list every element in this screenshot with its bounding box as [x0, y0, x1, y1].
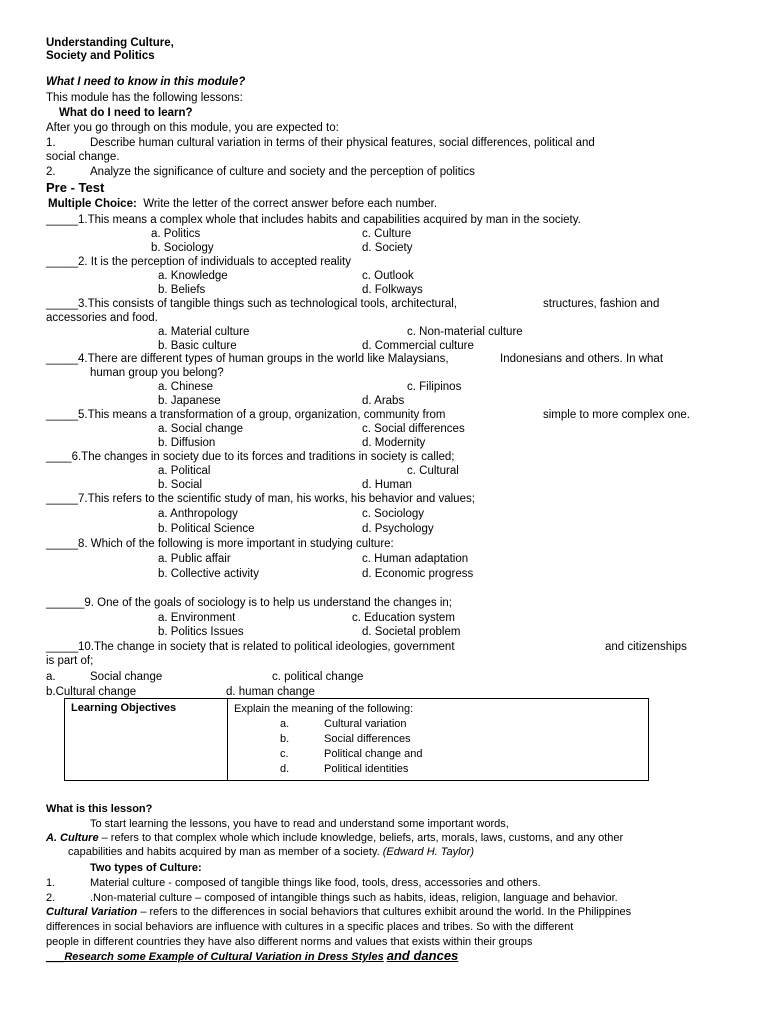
objective-item	[234, 747, 642, 762]
culture-cont: capabilities and habits acquired by man as member of a society.	[68, 846, 380, 858]
type-1-text: Material culture - composed of tangible things like food, tools, dress, accessories and others.	[90, 877, 541, 889]
q10-choice-c: c. political change	[272, 671, 364, 683]
objectives-intro: Explain the meaning of the following:	[234, 703, 414, 715]
learning-objectives-content-cell	[228, 699, 649, 781]
cultural-variation-term: Cultural Variation	[46, 906, 138, 918]
cultural-variation-cont2: people in different countries they have also different norms and values that exists within their groups	[46, 936, 533, 948]
mc-label: Multiple Choice:	[48, 198, 137, 210]
learning-objectives-table	[64, 698, 649, 781]
culture-definition	[46, 831, 623, 845]
q2-choice-b: b. Beliefs	[158, 284, 206, 296]
question-5-stem-right: simple to more complex one.	[543, 409, 691, 421]
question-10-stem: _____10.The change in society that is related to political ideologies, government	[46, 641, 455, 653]
question-5-stem: _____5.This means a transformation of a group, organization, community from	[46, 409, 446, 421]
question-10-stem-right: and citizenships	[605, 641, 687, 653]
lesson-heading: What is this lesson?	[46, 803, 153, 815]
question-8-stem: _____8. Which of the following is more important in studying culture:	[46, 538, 394, 550]
q2-choice-c: c. Outlook	[362, 270, 414, 282]
q10-choice-a-num: a.	[46, 671, 56, 683]
q9-choice-a: a. Environment	[158, 612, 236, 624]
learning-objectives-label: Learning Objectives	[71, 702, 177, 714]
expected-line: After you go through on this module, you are expected to:	[46, 122, 339, 134]
question-4-stem-right: Indonesians and others. In what	[500, 353, 664, 365]
q3-choice-a: a. Material culture	[158, 326, 250, 338]
pretest-heading: Pre - Test	[46, 180, 105, 195]
q5-choice-a: a. Social change	[158, 423, 244, 435]
lessons-line: This module has the following lessons:	[46, 92, 243, 104]
cultural-variation-def: – refers to the differences in social behaviors that cultures exhibit around the world. In the Philippines	[137, 906, 632, 918]
culture-definition-cont	[68, 845, 474, 859]
q10-choice-b: b.Cultural change	[46, 686, 137, 698]
q4-choice-b: b. Japanese	[158, 395, 221, 407]
objective-item-num: d.	[280, 763, 290, 775]
q5-choice-c: c. Social differences	[362, 423, 465, 435]
q6-choice-a: a. Political	[158, 465, 211, 477]
objective-item	[234, 717, 642, 732]
cultural-variation-cont1: differences in social behaviors are influence with cultures in a specific places and tribes. So with the different	[46, 921, 574, 933]
objective-1-text: Describe human cultural variation in terms of their physical features, social differences, political and	[90, 137, 595, 149]
question-7-stem: _____7.This refers to the scientific study of man, his works, his behavior and values;	[46, 493, 475, 505]
question-9-stem: ______9. One of the goals of sociology is to help us understand the changes in;	[46, 597, 452, 609]
q8-choice-c: c. Human adaptation	[362, 553, 469, 565]
q5-choice-d: d. Modernity	[362, 437, 426, 449]
type-1-num: 1.	[46, 877, 56, 889]
objective-item-text: Social differences	[324, 733, 411, 745]
q1-choice-c: c. Culture	[362, 228, 412, 240]
q2-choice-d: d. Folkways	[362, 284, 423, 296]
question-4-stem: _____4.There are different types of human groups in the world like Malaysians,	[46, 353, 449, 365]
question-10-stem-cont: is part of;	[46, 655, 94, 667]
q1-choice-d: d. Society	[362, 242, 413, 254]
type-2-num: 2.	[46, 892, 56, 904]
q3-choice-c: c. Non-material culture	[407, 326, 523, 338]
q5-choice-b: b. Diffusion	[158, 437, 216, 449]
q6-choice-d: d. Human	[362, 479, 412, 491]
q3-choice-b: b. Basic culture	[158, 340, 237, 352]
mc-instruction: Write the letter of the correct answer before each number.	[143, 198, 438, 210]
objective-item	[234, 732, 642, 747]
objective-item-text: Political change and	[324, 748, 423, 760]
q4-choice-a: a. Chinese	[158, 381, 213, 393]
q6-choice-c: c. Cultural	[407, 465, 459, 477]
lesson-start: To start learning the lessons, you have to read and understand some important words,	[90, 818, 509, 830]
q2-choice-a: a. Knowledge	[158, 270, 228, 282]
q6-choice-b: b. Social	[158, 479, 203, 491]
objective-2-number: 2.	[46, 166, 56, 178]
need-to-learn-heading: What do I need to learn?	[59, 107, 193, 119]
q8-choice-b: b. Collective activity	[158, 568, 259, 580]
research-prefix: ___	[46, 951, 65, 963]
module-title-line2: Society and Politics	[46, 50, 155, 62]
research-text: Research some Example of Cultural Variation in Dress Styles	[64, 951, 384, 963]
objective-item	[234, 762, 642, 777]
research-end: and dances	[386, 948, 459, 963]
q10-choice-a: Social change	[90, 671, 163, 683]
objective-item-num: b.	[280, 733, 290, 745]
q7-choice-a: a. Anthropology	[158, 508, 238, 520]
q4-choice-d: d. Arabs	[362, 395, 405, 407]
question-4-stem-cont: human group you belong?	[90, 367, 224, 379]
question-3-stem-right: structures, fashion and	[543, 298, 660, 310]
q8-choice-a: a. Public affair	[158, 553, 231, 565]
q4-choice-c: c. Filipinos	[407, 381, 462, 393]
objective-item-text: Political identities	[324, 763, 409, 775]
culture-citation: (Edward H. Taylor)	[382, 846, 474, 858]
cultural-variation-definition	[46, 905, 631, 919]
q3-choice-d: d. Commercial culture	[362, 340, 474, 352]
q9-choice-d: d. Societal problem	[362, 626, 461, 638]
research-task	[46, 949, 458, 964]
type-2-text: .Non-material culture – composed of intangible things such as habits, ideas, religion, language and behavior.	[90, 892, 618, 904]
question-6-stem: ____6.The changes in society due to its forces and traditions in society is called;	[46, 451, 455, 463]
q9-choice-b: b. Politics Issues	[158, 626, 244, 638]
q1-choice-a: a. Politics	[151, 228, 201, 240]
culture-def: – refers to that complex whole which include knowledge, beliefs, arts, morals, laws, customs, and any other	[98, 832, 624, 844]
q7-choice-d: d. Psychology	[362, 523, 434, 535]
q7-choice-c: c. Sociology	[362, 508, 425, 520]
question-3-stem-cont: accessories and food.	[46, 312, 158, 324]
culture-term: A. Culture	[46, 832, 99, 844]
need-to-know-heading: What I need to know in this module?	[46, 76, 246, 88]
q8-choice-d: d. Economic progress	[362, 568, 474, 580]
learning-objectives-label-cell	[65, 699, 228, 781]
question-1-stem: _____1.This means a complex whole that includes habits and capabilities acquired by man in the society.	[46, 214, 581, 226]
question-2-stem: _____2. It is the perception of individuals to accepted reality	[46, 256, 351, 268]
question-3-stem: _____3.This consists of tangible things such as technological tools, architectural,	[46, 298, 458, 310]
objective-item-num: a.	[280, 718, 290, 730]
multiple-choice-instructions	[48, 197, 437, 211]
q10-choice-d: d. human change	[226, 686, 315, 698]
objective-item-num: c.	[280, 748, 289, 760]
q9-choice-c: c. Education system	[352, 612, 455, 624]
q1-choice-b: b. Sociology	[151, 242, 214, 254]
module-title-line1: Understanding Culture,	[46, 37, 174, 49]
objective-item-text: Cultural variation	[324, 718, 407, 730]
objective-2-text: Analyze the significance of culture and society and the perception of politics	[90, 166, 475, 178]
objective-1-cont: social change.	[46, 151, 120, 163]
q7-choice-b: b. Political Science	[158, 523, 255, 535]
objective-1-number: 1.	[46, 137, 56, 149]
types-heading: Two types of Culture:	[90, 862, 202, 874]
